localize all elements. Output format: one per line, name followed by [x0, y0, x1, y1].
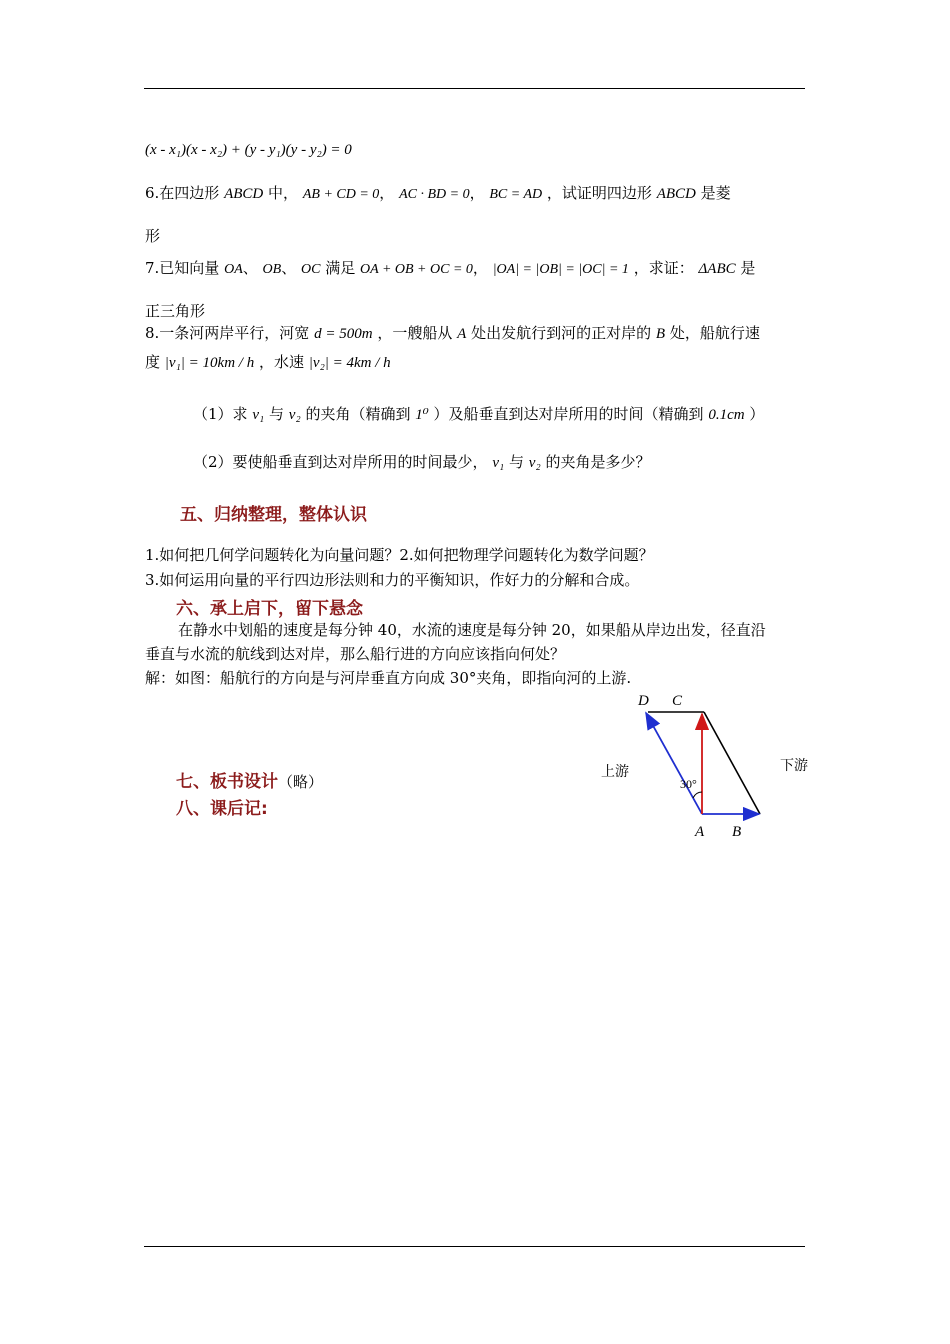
q7-vec-ob: OB [262, 262, 282, 277]
q8-sym-v2: v₂ [288, 407, 301, 423]
q7-text-a: 7.已知向量 [145, 259, 220, 277]
q8-sym-v1: v₁ [252, 407, 265, 423]
q8-line1-b: ，一艘船从 [377, 324, 453, 342]
q8-deg: 1⁰ [415, 407, 429, 423]
section-7-label: 七、板书设计 [176, 772, 278, 792]
q8-point-a: A [457, 326, 467, 342]
question-8-part1 [193, 404, 764, 425]
section-5-line1: 1.如何把几何学问题转化为向量问题？2.如何把物理学问题转化为数学问题？ [145, 546, 654, 564]
q8-prec: 0.1cm [708, 407, 745, 423]
q8-p1-b: 与 [268, 405, 284, 423]
section-8-title: 八、课后记: [176, 799, 268, 819]
q7-sum: OA + OB + OC = 0 [360, 262, 473, 277]
q6-zhong: 中， [268, 184, 299, 202]
section-7-title [176, 767, 323, 792]
section-6-para3: 解：如图：船航行的方向是与河岸垂直方向成 30°夹角，即指向河的上游. [145, 669, 632, 687]
q8-p2-v1: v₁ [492, 455, 505, 471]
angle-arc [693, 792, 702, 798]
q8-line1-c: 处出发航行到河的正对岸的 [471, 324, 652, 342]
q8-line1-a: 8.一条河两岸平行，河宽 [145, 324, 310, 342]
q6-text-b: ，试证明四边形 [546, 184, 652, 202]
q8-width: d = 500m [314, 326, 373, 342]
question-6-cont: 形 [145, 227, 161, 245]
q8-p2-v2: v₂ [528, 455, 541, 471]
label-angle: 30° [680, 777, 697, 791]
q8-p1-e: ） [749, 405, 765, 423]
q8-v1: |v₁| = 10km / h [164, 355, 255, 371]
label-d: D [638, 693, 649, 709]
vector-ad [646, 713, 702, 814]
q6-text-a: 6.在四边形 [145, 184, 220, 202]
q6-expr2: AC · BD = 0 [399, 187, 470, 202]
label-c: C [672, 693, 683, 709]
question-8-line1 [145, 323, 760, 344]
section-6-title: 六、承上启下，留下悬念 [176, 599, 363, 619]
q7-norms: |OA| = |OB| = |OC| = 1 [492, 262, 629, 277]
footer-rule [144, 1246, 805, 1247]
q8-p2-c: 的夹角是多少？ [545, 453, 651, 471]
section-6-para1: 在静水中划船的速度是每分钟 40，水流的速度是每分钟 20，如果船从岸边出发，径直沿 [178, 621, 766, 639]
q6-text-c: 是菱 [700, 184, 731, 202]
q7-text-c: ，求证： [633, 259, 694, 277]
equation-line: (x - x₁)(x - x₂) + (y - y₁)(y - y₂) = 0 [145, 142, 352, 158]
question-7: 7.已知向量 OA、 OB、 OC 满足 OA + OB + OC = 0， |OA| = |OB| = |OC| = 1 ，求证： ΔABC 是 [145, 259, 756, 277]
river-diagram [592, 688, 832, 848]
edge-c-right [704, 712, 760, 814]
section-6-para2: 垂直与水流的航线到达对岸，那么船行进的方向应该指向何处？ [145, 645, 566, 663]
label-downstream: 下游 [780, 759, 808, 774]
q8-p1-a: （1）求 [193, 405, 248, 423]
label-b: B [732, 824, 742, 840]
section-5-line2: 3.如何运用向量的平行四边形法则和力的平衡知识，作好力的分解和合成。 [145, 571, 640, 589]
question-6: 6.在四边形 ABCD 中， AB + CD = 0， AC · BD = 0， BC = AD ，试证明四边形 ABCD 是菱 [145, 184, 731, 202]
label-a: A [695, 824, 705, 840]
label-upstream: 上游 [601, 765, 629, 780]
q8-p2-b: 与 [508, 453, 524, 471]
q8-line1-d: 处，船航行速 [669, 324, 760, 342]
q8-line2-a: 度 [145, 353, 161, 371]
q7-vec-oa: OA [224, 262, 243, 277]
section-5-title: 五、归纳整理，整体认识 [180, 505, 367, 525]
section-7-note: （略） [278, 773, 324, 791]
q8-p1-d: ）及船垂直到达对岸所用的时间（精确到 [433, 405, 704, 423]
q6-expr3: BC = AD [489, 187, 543, 202]
q8-p1-c: 的夹角（精确到 [305, 405, 411, 423]
q6-abcd-2: ABCD [656, 186, 696, 202]
question-7-cont: 正三角形 [145, 302, 206, 320]
q8-p2-a: （2）要使船垂直到达对岸所用的时间最少， [193, 453, 488, 471]
q7-text-d: 是 [740, 259, 756, 277]
q7-text-b: 满足 [325, 259, 356, 277]
q8-point-b: B [655, 326, 666, 342]
question-8-part2 [193, 452, 650, 473]
q6-expr1: AB + CD = 0 [302, 187, 380, 202]
q7-vec-oc: OC [301, 262, 321, 277]
header-rule [144, 88, 805, 89]
question-8-line2 [145, 352, 391, 373]
q8-line2-b: ，水速 [258, 353, 304, 371]
q8-v2: |v₂| = 4km / h [308, 355, 391, 371]
q7-triangle: ΔABC [698, 261, 736, 277]
q6-abcd: ABCD [224, 186, 264, 202]
